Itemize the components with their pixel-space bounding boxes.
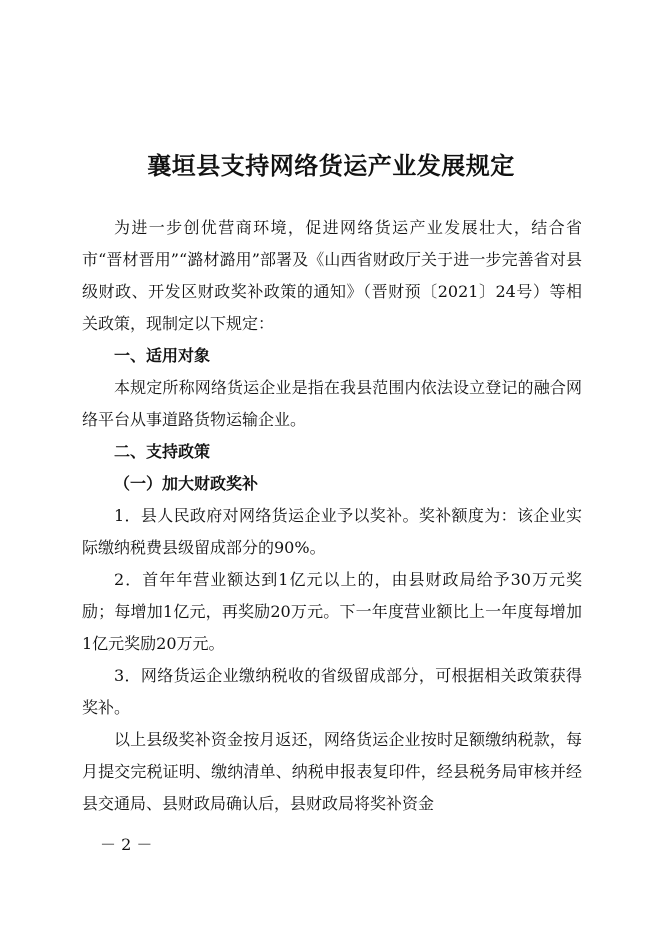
paragraph-intro: 为进一步创优营商环境，促进网络货运产业发展壮大，结合省市“晋材晋用”“潞材潞用”部署及《山西省财政厅关于进一步完善省对县级财政、开发区财政奖补政策的通知》（晋财预〔2021〕24号）等相关政策，现制定以下规定：	[82, 218, 582, 333]
page-number: － 2 －	[100, 835, 153, 854]
heading-support-policies: 二、支持政策	[114, 442, 211, 461]
paragraph-payout: 以上县级奖补资金按月返还，网络货运企业按时足额缴纳税款，每月提交完税证明、缴纳清单、纳税申报表复印件，经县税务局审核并经县交通局、县财政局确认后，县财政局将奖补资金	[82, 730, 582, 813]
heading-applicable-objects: 一、适用对象	[114, 346, 211, 365]
subheading-fiscal-subsidy: （一）加大财政奖补	[114, 474, 259, 493]
paragraph-item-3: 3．网络货运企业缴纳税收的省级留成部分，可根据相关政策获得奖补。	[82, 666, 582, 717]
paragraph-item-1: 1．县人民政府对网络货运企业予以奖补。奖补额度为：该企业实际缴纳税费县级留成部分的90%。	[82, 506, 582, 557]
paragraph-definition: 本规定所称网络货运企业是指在我县范围内依法设立登记的融合网络平台从事道路货物运输企业。	[82, 378, 582, 429]
document-title: 襄垣县支持网络货运产业发展规定	[147, 151, 515, 180]
paragraph-item-2: 2．首年年营业额达到1亿元以上的，由县财政局给予30万元奖励；每增加1亿元，再奖励20万元。下一年度营业额比上一年度每增加1亿元奖励20万元。	[82, 570, 582, 653]
document-body	[82, 212, 582, 820]
